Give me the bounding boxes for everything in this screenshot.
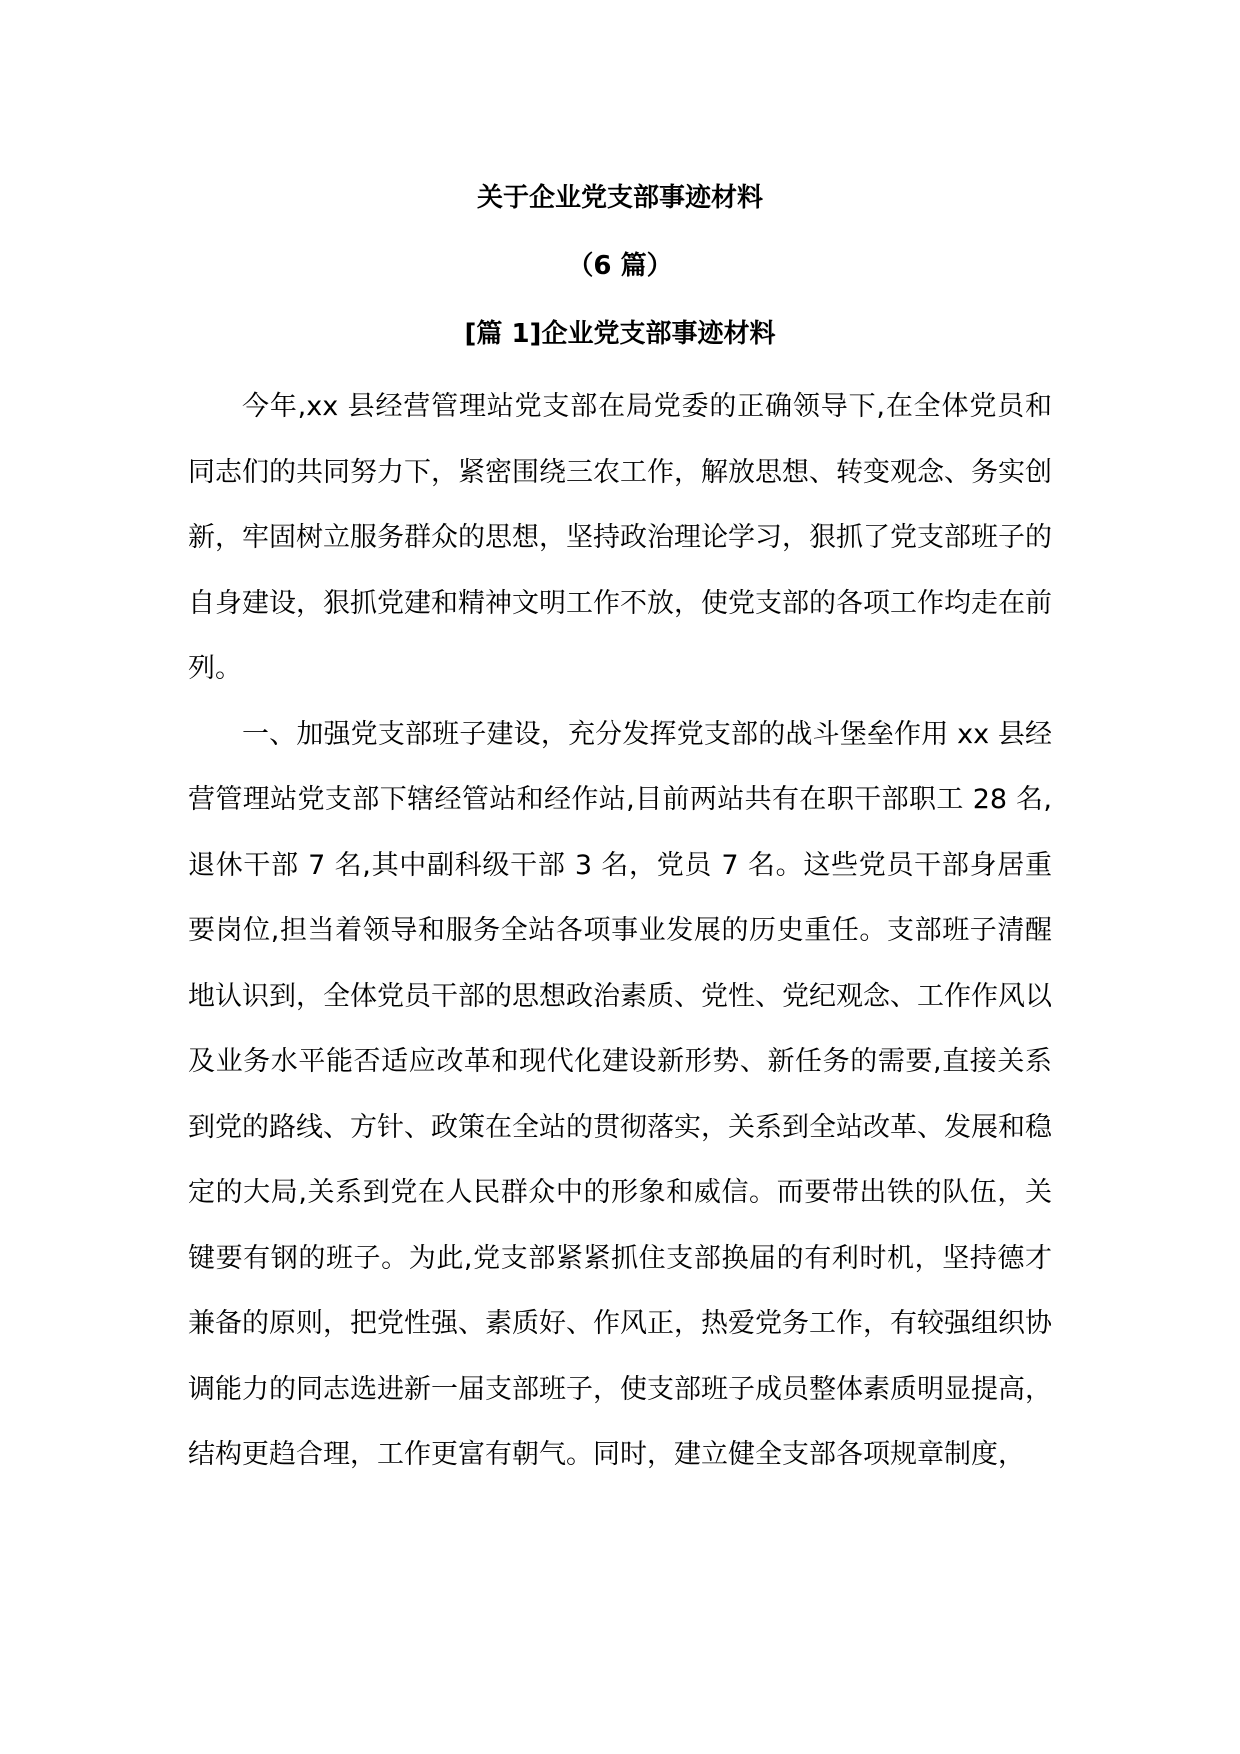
body-paragraph-2: 一、加强党支部班子建设，充分发挥党支部的战斗堡垒作用 xx 县经营管理站党支部下辖经管站和经作站,目前两站共有在职干部职工 28 名,退休干部 7 名,其中副科级干部 3 名，党员 7 名。这些党员干部身居重要岗位,担当着领导和服务全站各项事业发展的历史重任。支部班子清醒地认识到，全体党员干部的思想政治素质、党性、党纪观念、工作作风以及业务水平能否适应改革和现代化建设新形势、新任务的需要,直接关系到党的路线、方针、政策在全站的贯彻落实，关系到全站改革、发展和稳定的大局,关系到党在人民群众中的形象和威信。而要带出铁的队伍，关键要有钢的班子。为此,党支部紧紧抓住支部换届的有利时机，坚持德才兼备的原则，把党性强、素质好、作风正，热爱党务工作，有较强组织协调能力的同志选进新一届支部班子，使支部班子成员整体素质明显提高，结构更趋合理，工作更富有朝气。同时，建立健全支部各项规章制度， bbox=[188, 718, 1052, 1470]
document-title: 关于企业党支部事迹材料 bbox=[476, 183, 763, 213]
section-heading: [篇 1]企业党支部事迹材料 bbox=[464, 319, 776, 349]
body-paragraph-1: 今年,xx 县经营管理站党支部在局党委的正确领导下,在全体党员和同志们的共同努力下，紧密围绕三农工作，解放思想、转变观念、务实创新，牢固树立服务群众的思想，坚持政治理论学习，狠抓了党支部班子的自身建设，狠抓党建和精神文明工作不放，使党支部的各项工作均走在前列。 bbox=[188, 391, 1052, 684]
document-content bbox=[188, 181, 1052, 1488]
document-count: （6 篇） bbox=[567, 251, 673, 281]
